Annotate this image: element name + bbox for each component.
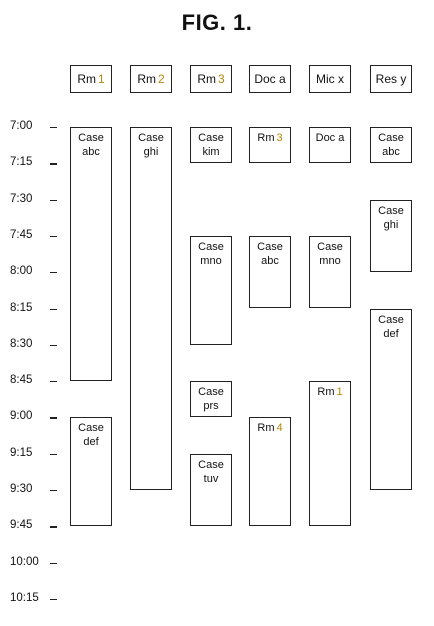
time-tick: [50, 490, 57, 491]
time-tick: [50, 563, 57, 564]
schedule-block[interactable]: [370, 127, 412, 163]
column-header-number: 2: [157, 72, 165, 86]
time-row: [10, 410, 56, 424]
block-room-number: 1: [336, 386, 343, 399]
block-title: Case: [78, 422, 104, 435]
schedule-block[interactable]: [190, 127, 232, 163]
column-header-number: 1: [97, 72, 105, 86]
block-title: Case: [198, 132, 224, 144]
time-row: [10, 519, 56, 533]
time-row: [10, 338, 56, 352]
schedule-block[interactable]: [370, 309, 412, 491]
time-row: [10, 483, 56, 497]
time-label: 9:45: [10, 519, 33, 532]
block-case-id: def: [83, 436, 99, 449]
time-tick: [50, 200, 57, 201]
block-title: Rm: [317, 386, 335, 399]
column-header-label: Rm: [137, 72, 156, 86]
block-case-id: mno: [200, 254, 222, 267]
column-header-4: [249, 65, 291, 93]
block-case-id: abc: [382, 146, 400, 158]
time-row: [10, 556, 56, 570]
block-case-id: abc: [261, 254, 279, 267]
column-header-label: Mic x: [316, 72, 344, 86]
time-label: 9:30: [10, 483, 33, 495]
column-header-3: [190, 65, 232, 93]
time-tick: [50, 454, 57, 455]
time-tick: [50, 163, 57, 164]
time-row: [10, 265, 56, 279]
time-row: [10, 447, 56, 461]
time-label: 7:30: [10, 192, 33, 205]
column-header-label: Res y: [375, 72, 407, 86]
schedule-block[interactable]: [70, 417, 112, 526]
time-tick: [50, 381, 57, 382]
schedule-block[interactable]: [309, 127, 351, 163]
time-label: 7:00: [10, 120, 33, 132]
column-header-5: [309, 65, 351, 93]
schedule-block[interactable]: [130, 127, 172, 490]
time-label: 10:15: [10, 591, 39, 604]
block-title: Case: [317, 240, 343, 253]
block-title: Case: [198, 458, 224, 471]
block-case-id: prs: [203, 400, 219, 413]
figure-title: FIG. 1.: [181, 10, 253, 35]
time-tick: [50, 526, 57, 527]
block-title: Case: [198, 386, 224, 399]
time-tick: [50, 127, 57, 128]
time-row: [10, 374, 56, 388]
column-header-label: Doc a: [254, 72, 286, 86]
schedule-block[interactable]: [190, 381, 232, 417]
column-header-6: [370, 65, 412, 93]
block-case-id: ghi: [383, 218, 399, 231]
block-room-number: 3: [276, 132, 283, 144]
schedule-block[interactable]: [309, 236, 351, 309]
time-label: 7:15: [10, 156, 33, 169]
block-title: Case: [378, 204, 404, 217]
time-row: [10, 229, 56, 243]
time-label: 7:45: [10, 228, 33, 241]
time-row: [10, 156, 56, 170]
block-room-number: 4: [276, 422, 283, 435]
time-label: 8:15: [10, 301, 33, 314]
block-title: Case: [378, 313, 404, 326]
time-label: 8:00: [10, 265, 33, 278]
block-case-id: def: [383, 327, 399, 340]
time-label: 8:30: [10, 337, 33, 350]
block-case-id: ghi: [143, 146, 159, 158]
time-row: [10, 592, 56, 606]
block-case-id: kim: [202, 146, 220, 158]
block-case-id: mno: [319, 254, 341, 267]
time-row: [10, 120, 56, 134]
time-label: 9:00: [10, 410, 33, 423]
time-row: [10, 193, 56, 207]
block-title: Case: [378, 132, 404, 144]
schedule-block[interactable]: [190, 236, 232, 345]
time-tick: [50, 272, 57, 273]
time-tick: [50, 345, 57, 346]
schedule-block[interactable]: [370, 200, 412, 273]
block-title: Rm: [257, 422, 275, 435]
time-tick: [50, 236, 57, 237]
schedule-block[interactable]: [70, 127, 112, 381]
time-tick: [50, 309, 57, 310]
block-title: Rm: [257, 132, 275, 144]
time-tick: [50, 417, 57, 418]
column-header-number: 3: [217, 72, 225, 86]
block-title: Case: [78, 132, 104, 144]
block-title: Case: [257, 240, 283, 253]
column-header-label: Rm: [197, 72, 216, 86]
time-row: [10, 302, 56, 316]
schedule-block[interactable]: [309, 381, 351, 526]
block-case-id: tuv: [203, 472, 219, 485]
time-label: 9:15: [10, 446, 33, 459]
schedule-block[interactable]: [249, 417, 291, 526]
column-header-1: [70, 65, 112, 93]
time-tick: [50, 599, 57, 600]
schedule-block[interactable]: [249, 236, 291, 309]
time-label: 8:45: [10, 374, 33, 387]
block-title: Case: [138, 132, 164, 144]
schedule-block[interactable]: [190, 454, 232, 527]
block-title: Doc a: [315, 132, 345, 144]
column-header-2: [130, 65, 172, 93]
block-case-id: abc: [82, 146, 100, 158]
block-title: Case: [198, 240, 224, 253]
schedule-block[interactable]: [249, 127, 291, 163]
column-header-label: Rm: [77, 72, 96, 86]
time-label: 10:00: [10, 555, 39, 568]
